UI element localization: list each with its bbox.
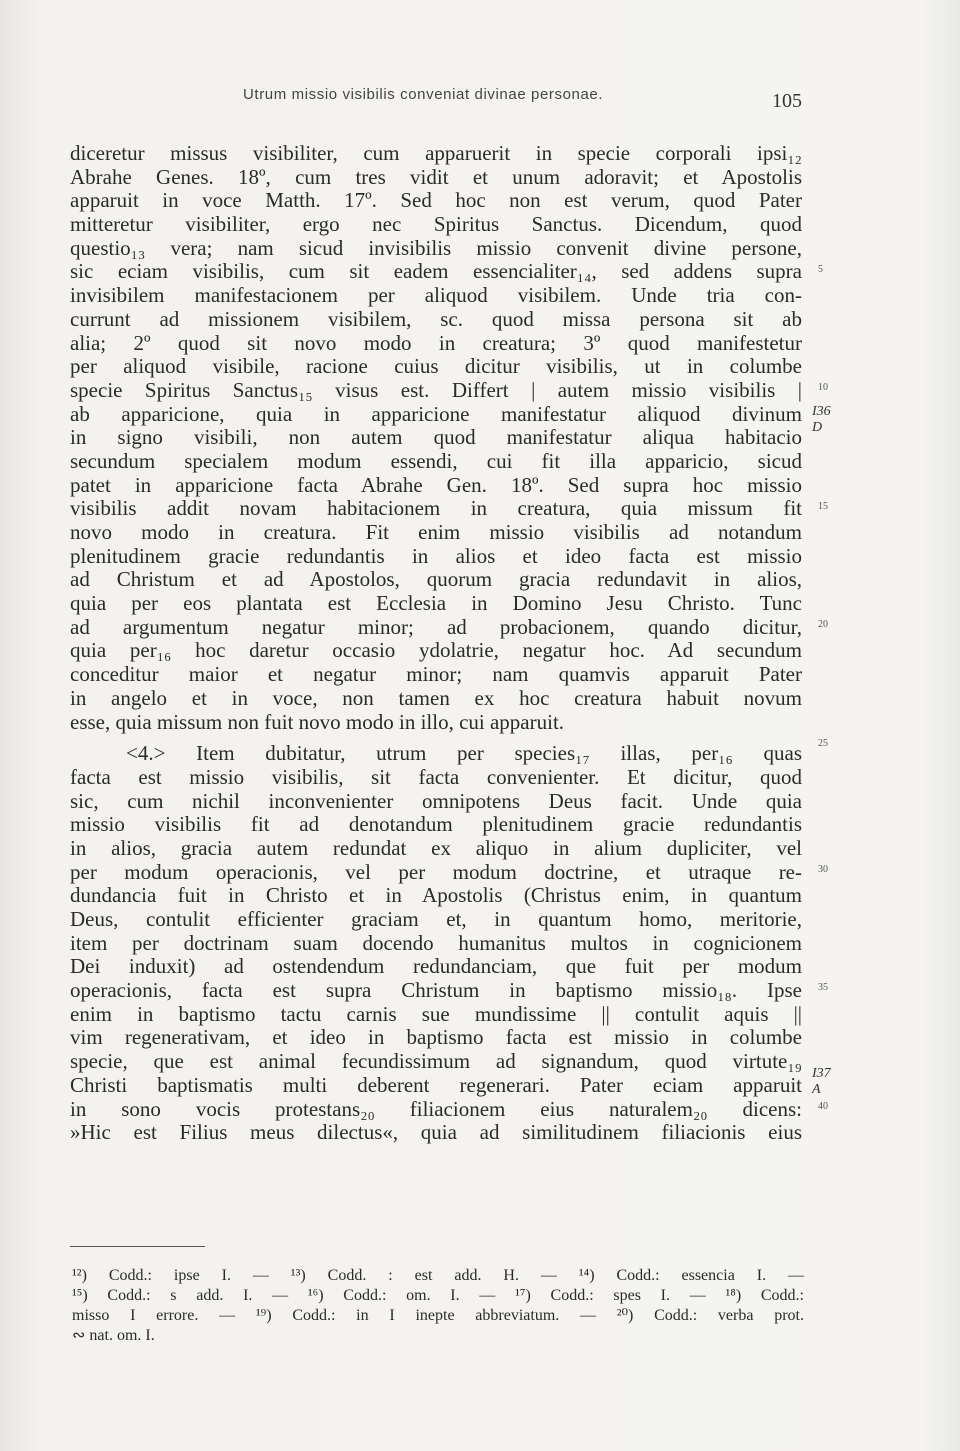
footnote-rule bbox=[70, 1246, 205, 1247]
text-line: questio₁₃ vera; nam sicud invisibilis missio convenit divine persone, bbox=[70, 235, 802, 260]
text-line: quia per₁₆ hoc daretur occasio ydolatrie, negatur hoc. Ad secundum bbox=[70, 638, 802, 663]
text-line: <4.> Item dubitatur, utrum per species₁₇ illas, per₁₆ quas bbox=[126, 741, 802, 766]
text-line: esse, quia missum non fuit novo modo in illo, cui apparuit. bbox=[70, 709, 565, 734]
text-line: patet in apparicione facta Abrahe Gen. 18º. Sed supra hoc missio bbox=[70, 472, 802, 497]
footnote-line: ∾ nat. om. I. bbox=[72, 1327, 155, 1344]
text-line: currunt ad missionem visibilem, sc. quod missa persona sit ab bbox=[70, 306, 802, 331]
text-line: vim regenerativam, et ideo in baptismo facta est missio in columbe bbox=[70, 1025, 802, 1050]
folio-mark: I37 A bbox=[812, 1066, 831, 1097]
text-line: novo modo in creatura. Fit enim missio visibilis ad notandum bbox=[70, 520, 802, 544]
text-line: in sono vocis protestans₂₀ filiacionem eius naturalem₂₀ dicens: bbox=[70, 1096, 802, 1121]
footnote-line: ¹⁵) Codd.: s add. I. — ¹⁶) Codd.: om. I. — ¹⁷) Codd.: spes I. — ¹⁸) Codd.: bbox=[72, 1287, 804, 1304]
text-line: Christi baptismatis multi deberent regenerari. Pater eciam apparuit bbox=[70, 1072, 802, 1097]
main-text bbox=[70, 141, 831, 1145]
text-line: ad argumentum negatur minor; ad probacionem, quando dicitur, bbox=[70, 614, 802, 639]
text-line: Abrahe Genes. 18º, cum tres vidit et unum adoravit; et Apostolis bbox=[70, 164, 802, 189]
text-line: enim in baptismo tactu carnis sue mundissime || contulit aquis || bbox=[70, 1001, 802, 1026]
margin-line-number: 20 bbox=[818, 619, 828, 630]
folio-mark: I36 D bbox=[812, 404, 831, 435]
margin-line-number: 5 bbox=[818, 264, 823, 275]
text-line: sic, cum nichil inconvenienter omnipotens Deus facit. Unde quia bbox=[70, 788, 802, 813]
text-line: apparuit in voce Matth. 17º. Sed hoc non est verum, quod Pater bbox=[70, 188, 802, 213]
text-line: item per doctrinam suam docendo humanitus multos in cognicionem bbox=[70, 930, 802, 955]
margin-line-number: 10 bbox=[818, 382, 828, 393]
text-line: sic eciam visibilis, cum sit eadem essencialiter₁₄, sed addens supra bbox=[70, 259, 802, 284]
text-line: dundancia fuit in Christo et in Apostolis (Christus enim, in quantum bbox=[70, 883, 802, 908]
text-line: conceditur maior et negatur minor; nam quamvis apparuit Pater bbox=[70, 662, 802, 687]
text-line: specie, que est animal fecundissimum ad signandum, quod virtute₁₉ bbox=[70, 1049, 802, 1074]
text-line: in signo visibili, non autem quod manifestatur aliqua habitacio bbox=[70, 425, 802, 450]
text-line: in alios, gracia autem redundat ex aliquo in alium dupliciter, vel bbox=[70, 835, 802, 860]
margin-line-number: 30 bbox=[818, 864, 828, 875]
margin-line-number: 35 bbox=[818, 982, 828, 993]
margin-line-number: 40 bbox=[818, 1101, 828, 1112]
text-line: operacionis, facta est supra Christum in baptismo missio₁₈. Ipse bbox=[70, 978, 802, 1003]
text-line: missio visibilis fit ad denotandum plenitudinem gracie redundantis bbox=[70, 812, 802, 837]
text-line: facta est missio visibilis, sit facta convenienter. Et dicitur, quod bbox=[70, 764, 802, 789]
text-line: ab apparicione, quia in apparicione manifestatur aliquod divinum bbox=[70, 401, 802, 426]
text-line: Deus, contulit efficienter graciam et, in quantum homo, meritorie, bbox=[70, 907, 802, 931]
text-line: diceretur missus visibiliter, cum apparuerit in specie corporali ipsi₁₂ bbox=[70, 141, 802, 165]
text-line: visibilis addit novam habitacionem in creatura, quia missum fit bbox=[70, 496, 802, 521]
text-line: in angelo et in voce, non tamen ex hoc creatura habuit novum bbox=[70, 685, 802, 710]
text-line: ad Christum et ad Apostolos, quorum gracia redundavit in alios, bbox=[70, 567, 802, 592]
page-number: 105 bbox=[772, 90, 802, 112]
text-line: per aliquod visibile, racione cuius dicitur visibilis, ut in columbe bbox=[70, 354, 802, 379]
margin-line-number: 25 bbox=[818, 738, 828, 749]
text-line: secundum specialem modum essendi, cui fit illa apparicio, sicud bbox=[70, 448, 802, 473]
running-title: Utrum missio visibilis conveniat divinae personae. bbox=[243, 86, 604, 103]
text-line: Dei induxit) ad ostendendum redundanciam, que fuit per modum bbox=[70, 954, 802, 979]
footnote-line: misso I errore. — ¹⁹) Codd.: in I inepte abbreviatum. — ²⁰) Codd.: verba prot. bbox=[72, 1307, 804, 1324]
text-line: »Hic est Filius meus dilectus«, quia ad similitudinem filiacionis eius bbox=[70, 1120, 802, 1145]
text-line: invisibilem manifestacionem per aliquod visibilem. Unde tria con- bbox=[70, 283, 802, 308]
text-line: quia per eos plantata est Ecclesia in Domino Jesu Christo. Tunc bbox=[70, 591, 802, 616]
margin-line-number: 15 bbox=[818, 501, 828, 512]
footnote-line: ¹²) Codd.: ipse I. — ¹³) Codd. : est add. H. — ¹⁴) Codd.: essencia I. — bbox=[72, 1267, 804, 1284]
text-line: alia; 2º quod sit novo modo in creatura; 3º quod manifestetur bbox=[70, 330, 802, 355]
text-line: plenitudinem gracie redundantis in alios et ideo facta est missio bbox=[70, 543, 802, 568]
text-line: mitteretur visibiliter, ergo nec Spiritus Sanctus. Dicendum, quod bbox=[70, 212, 802, 237]
text-line: per modum operacionis, vel per modum doctrine, et utraque re- bbox=[70, 859, 802, 884]
footnotes bbox=[72, 1266, 804, 1346]
page-header bbox=[0, 86, 960, 116]
text-line: specie Spiritus Sanctus₁₅ visus est. Differt | autem missio visibilis | bbox=[70, 377, 802, 402]
